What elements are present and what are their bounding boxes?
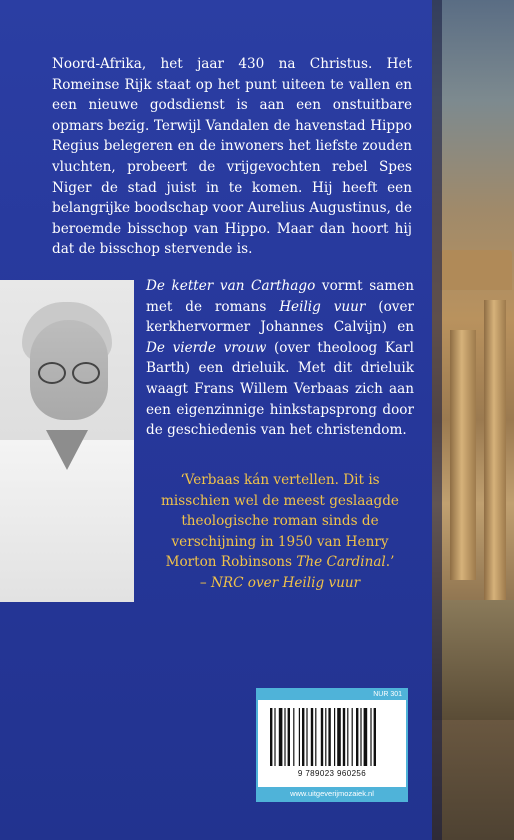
nur-code: NUR 301 xyxy=(258,690,406,700)
isbn-digits: 9 789023 960256 xyxy=(297,769,367,778)
book-title-vierde-vrouw: De vierde vrouw xyxy=(146,339,267,356)
barcode-icon xyxy=(268,708,396,768)
barcode-box xyxy=(256,688,408,802)
publisher-url[interactable]: www.uitgeverijmozaiek.nl xyxy=(258,787,406,800)
cover-painting xyxy=(432,0,514,840)
book-title-ketter: De ketter van Carthago xyxy=(146,278,316,294)
quote-book-title: The Cardinal xyxy=(296,554,386,571)
author-photo xyxy=(0,280,134,602)
blurb-paragraph-1: Noord-Afrika, het jaar 430 na Christus. Het Romeinse Rijk staat op het punt uiteen te vallen en een nieuwe godsdienst is aan een onstuitbare opmars bezig. Terwijl Vandalen de havenstad Hippo Regius belegeren en de inwoners het liefste zouden vluchten, probeert de vrijgevochten rebel Spes Niger de stad juist in te komen. Hij heeft een belangrijke boodschap voor Aurelius Augustinus, de beroemde bisschop van Hippo. Maar dan hoort hij dat de bisschop stervende is. xyxy=(52,56,412,258)
quote-attribution: – NRC over Heilig vuur xyxy=(199,574,361,591)
book-title-heilig-vuur: Heilig vuur xyxy=(279,298,366,315)
glasses-right xyxy=(72,362,100,384)
blurb-paragraph-2: De ketter van Carthago vormt samen met de romans Heilig vuur (over kerkhervormer Johannes Calvijn) en De vierde vrouw (over theoloog Karl Barth) een drieluik. Met dit drieluik waagt Frans Willem Verbaas zich aan een eigenzinnige hinkstapsprong door de geschiedenis van het christendom. xyxy=(146,278,415,439)
review-quote: ‘Verbaas kán vertellen. Dit is misschien wel de meest geslaagde theologische roman sinds de verschijning in 1950 van Henry Morton Robinsons The Cardinal.’ – NRC over Heilig vuur xyxy=(161,472,399,591)
glasses-left xyxy=(38,362,66,384)
